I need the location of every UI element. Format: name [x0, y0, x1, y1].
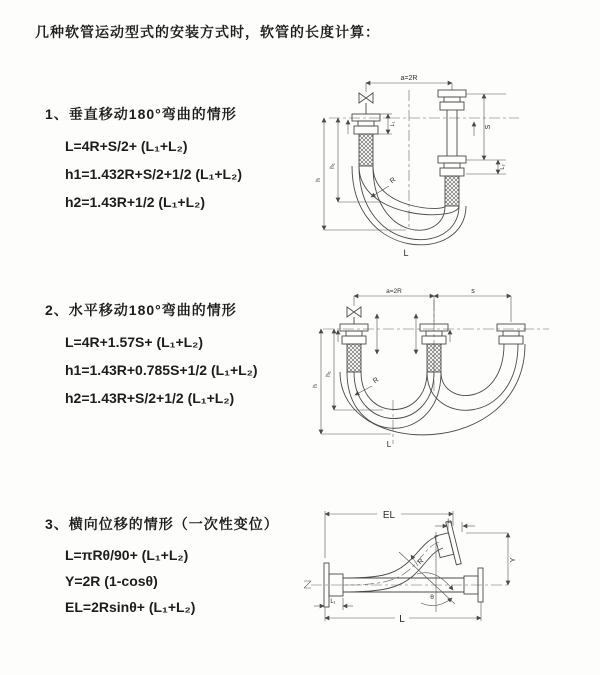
- left-flange-assembly: [352, 114, 380, 166]
- dim-width-label: a=2R: [400, 75, 418, 82]
- dim-h1-label: h₁: [329, 163, 336, 169]
- braid-section: [445, 176, 459, 206]
- section-2-heading: 2、水平移动180°弯曲的情形: [45, 302, 237, 318]
- vertical-bend-drawing: [314, 70, 586, 266]
- dim-length-label: L: [399, 614, 405, 625]
- hose-s-curve: [343, 536, 443, 592]
- section-1-formulas: [65, 132, 242, 216]
- dim-h-label: h: [312, 384, 319, 388]
- dim-stroke-label: S: [485, 124, 492, 130]
- dim-h-label: h: [315, 178, 322, 182]
- dim-l1-lower-label: L₁: [330, 599, 336, 605]
- formula-L: L=4R+1.57S+ (L₁+L₂): [65, 334, 204, 350]
- centerline-mark-icon: [304, 581, 311, 588]
- middle-flange-assembly: [420, 324, 448, 372]
- dim-radius-label: R: [372, 376, 381, 386]
- dim-el-label: EL: [382, 510, 396, 521]
- formula-h1: h1=1.43R+0.785S+1/2 (L₁+L₂): [65, 362, 258, 378]
- formula-EL: EL=2Rsinθ+ (L₁+L₂): [65, 599, 196, 615]
- formula-L: L=4R+S/2+ (L₁+L₂): [65, 138, 188, 154]
- page-title: 几种软管运动型式的安装方式时，软管的长度计算：: [35, 24, 380, 40]
- dim-l1-upper-label: L₁: [447, 519, 453, 525]
- section-horizontal-180: [45, 300, 258, 412]
- upper-flange: [432, 521, 461, 568]
- formula-L: L=πRθ/90+ (L₁+L₂): [65, 547, 189, 563]
- horizontal-bend-drawing: [311, 282, 599, 456]
- formula-Y: Y=2R (1-cosθ): [65, 573, 158, 589]
- formula-h2: h2=1.43R+1/2 (L₁+L₂): [65, 194, 206, 210]
- dim-radius-label: R: [389, 176, 398, 186]
- dim-length-label: L: [386, 440, 392, 449]
- left-flange-assembly: [340, 324, 368, 372]
- valve-icon: [347, 307, 361, 324]
- diagram-vertical-180-bend: [314, 70, 586, 266]
- dim-angle-label: θ: [430, 594, 434, 601]
- dim-h1-label: h₁: [325, 371, 332, 377]
- dim-length-label: L: [403, 248, 409, 258]
- section-1-heading: 1、垂直移动180°弯曲的情形: [45, 106, 237, 122]
- section-3-heading: 3、横向位移的情形（一次性变位）: [45, 516, 279, 532]
- braid-section: [359, 134, 373, 166]
- diagram-horizontal-180-bend: [311, 282, 599, 456]
- section-vertical-180: [45, 104, 242, 216]
- lateral-displacement-drawing: [303, 500, 595, 658]
- valve-icon: [359, 93, 373, 114]
- right-flange-assembly: [438, 90, 466, 206]
- formula-h1: h1=1.432R+S/2+1/2 (L₁+L₂): [65, 166, 242, 182]
- section-lateral-displacement: [45, 514, 279, 620]
- section-3-formulas: [65, 542, 279, 620]
- dim-stroke-label: s: [471, 288, 475, 295]
- dim-l2-label: L₂: [500, 164, 506, 170]
- section-2-formulas: [65, 328, 258, 412]
- dim-width-label: a=2R: [386, 288, 402, 295]
- formula-h2: h2=1.43R+S/2+1/2 (L₁+L₂): [65, 390, 235, 406]
- dim-radius-label: R: [416, 557, 426, 567]
- braid-section: [347, 344, 361, 372]
- braid-section: [427, 344, 441, 372]
- dim-offset-label: Y: [508, 557, 517, 563]
- dim-l1-label: L₁: [390, 121, 396, 127]
- diagram-lateral-displacement: [303, 500, 595, 658]
- right-flange-assembly: [497, 324, 525, 344]
